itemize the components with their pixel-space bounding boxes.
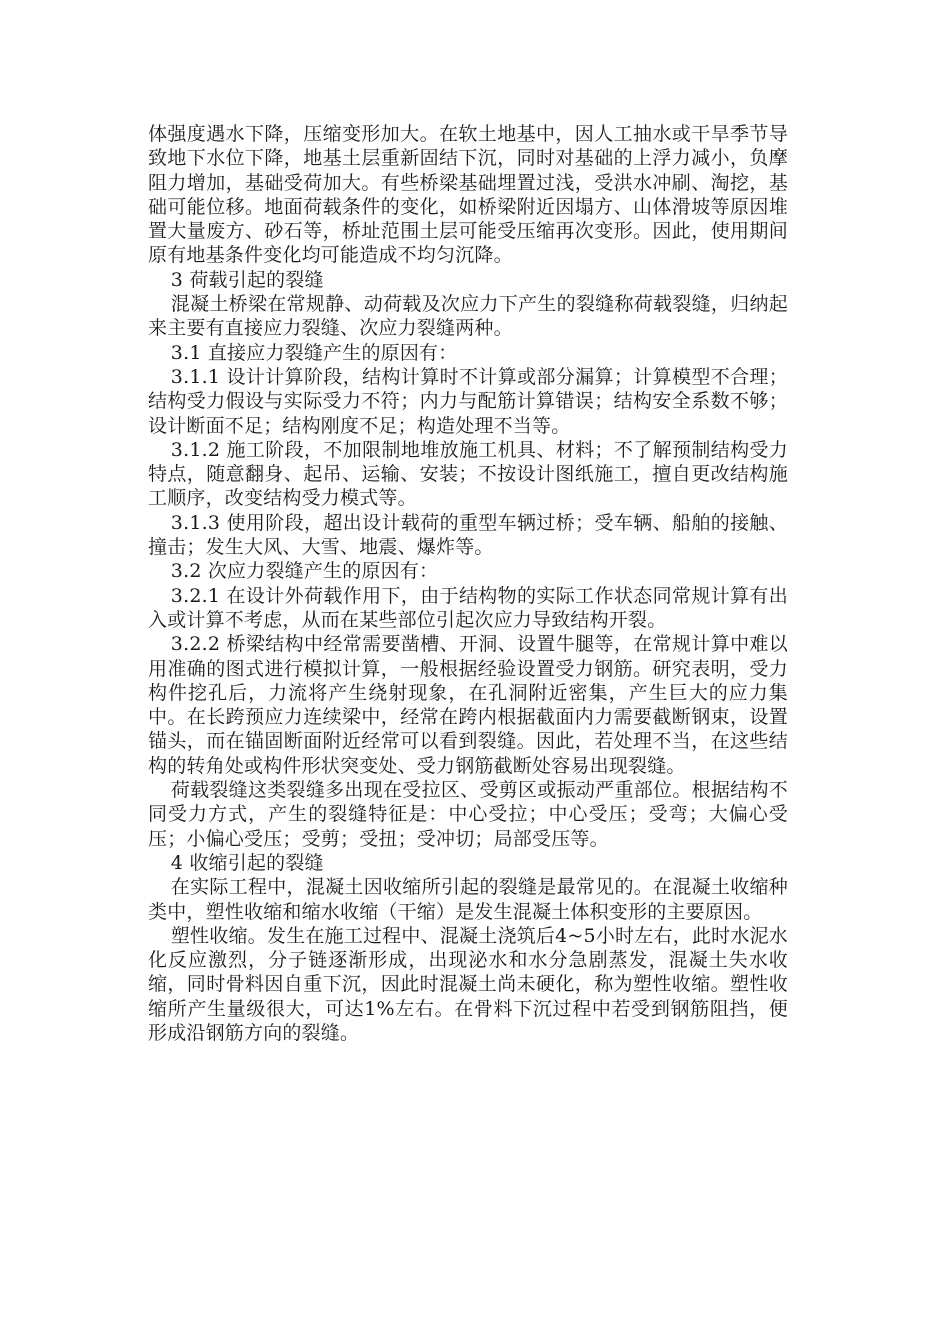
section-heading-3: 3 荷载引起的裂缝 <box>170 268 324 291</box>
paragraph-foundation-settlement: 体强度遇水下降，压缩变形加大。在软土地基中，因人工抽水或干旱季节导致地下水位下降，地基土层重新固结下沉，同时对基础的上浮力减小，负摩阻力增加，基础受荷加大。有些桥梁基础埋置过浅，受洪水冲刷、淘挖，基础可能位移。地面荷载条件的变化，如桥梁附近因塌方、山体滑坡等原因堆置大量废方、砂石等，桥址范围土层可能受压缩再次变形。因此，使用期间原有地基条件变化均可能造成不均匀沉降。 <box>148 123 788 267</box>
paragraph-plastic-shrinkage: 塑性收缩。发生在施工过程中、混凝土浇筑后4~5小时左右，此时水泥水化反应激烈，分子链逐渐形成，出现泌水和水分急剧蒸发，混凝土失水收缩，同时骨料因自重下沉，因此时混凝土尚未硬化，称为塑性收缩。塑性收缩所产生量级很大，可达1%左右。在骨料下沉过程中若受到钢筋阻挡，便形成沿钢筋方向的裂缝。 <box>148 924 788 1044</box>
paragraph-3-2-2: 3.2.2 桥梁结构中经常需要凿槽、开洞、设置牛腿等，在常规计算中难以用准确的图式进行模拟计算，一般根据经验设置受力钢筋。研究表明，受力构件挖孔后，力流将产生绕射现象，在孔洞附近密集，产生巨大的应力集中。在长跨预应力连续梁中，经常在跨内根据截面内力需要截断钢束，设置锚头，而在锚固断面附近经常可以看到裂缝。因此，若处理不当，在这些结构的转角处或构件形状突变处、受力钢筋截断处容易出现裂缝。 <box>148 633 788 777</box>
paragraph-3-1-1: 3.1.1 设计计算阶段，结构计算时不计算或部分漏算；计算模型不合理；结构受力假设与实际受力不符；内力与配筋计算错误；结构安全系数不够；设计断面不足；结构刚度不足；构造处理不当等。 <box>148 365 788 437</box>
section-heading-3-1: 3.1 直接应力裂缝产生的原因有： <box>170 341 458 364</box>
document-body <box>148 122 788 1045</box>
paragraph-shrinkage-intro: 在实际工程中，混凝土因收缩所引起的裂缝是最常见的。在混凝土收缩种类中，塑性收缩和缩水收缩（干缩）是发生混凝土体积变形的主要原因。 <box>148 876 788 923</box>
paragraph-load-crack-features: 荷载裂缝这类裂缝多出现在受拉区、受剪区或振动严重部位。根据结构不同受力方式，产生的裂缝特征是：中心受拉；中心受压；受弯；大偏心受压；小偏心受压；受剪；受扭；受冲切；局部受压等。 <box>148 779 788 850</box>
section-heading-3-2: 3.2 次应力裂缝产生的原因有： <box>170 560 439 583</box>
paragraph-load-cracks-intro: 混凝土桥梁在常规静、动荷载及次应力下产生的裂缝称荷载裂缝，归纳起来主要有直接应力裂缝、次应力裂缝两种。 <box>148 293 788 340</box>
paragraph-3-1-3: 3.1.3 使用阶段，超出设计载荷的重型车辆过桥；受车辆、船舶的接触、撞击；发生大风、大雪、地震、爆炸等。 <box>148 511 788 559</box>
paragraph-3-2-1: 3.2.1 在设计外荷载作用下，由于结构物的实际工作状态同常规计算有出入或计算不考虑，从而在某些部位引起次应力导致结构开裂。 <box>148 584 788 631</box>
section-heading-4: 4 收缩引起的裂缝 <box>170 851 324 874</box>
paragraph-3-1-2: 3.1.2 施工阶段，不加限制地堆放施工机具、材料；不了解预制结构受力特点，随意翻身、起吊、运输、安装；不按设计图纸施工，擅自更改结构施工顺序，改变结构受力模式等。 <box>148 438 788 510</box>
